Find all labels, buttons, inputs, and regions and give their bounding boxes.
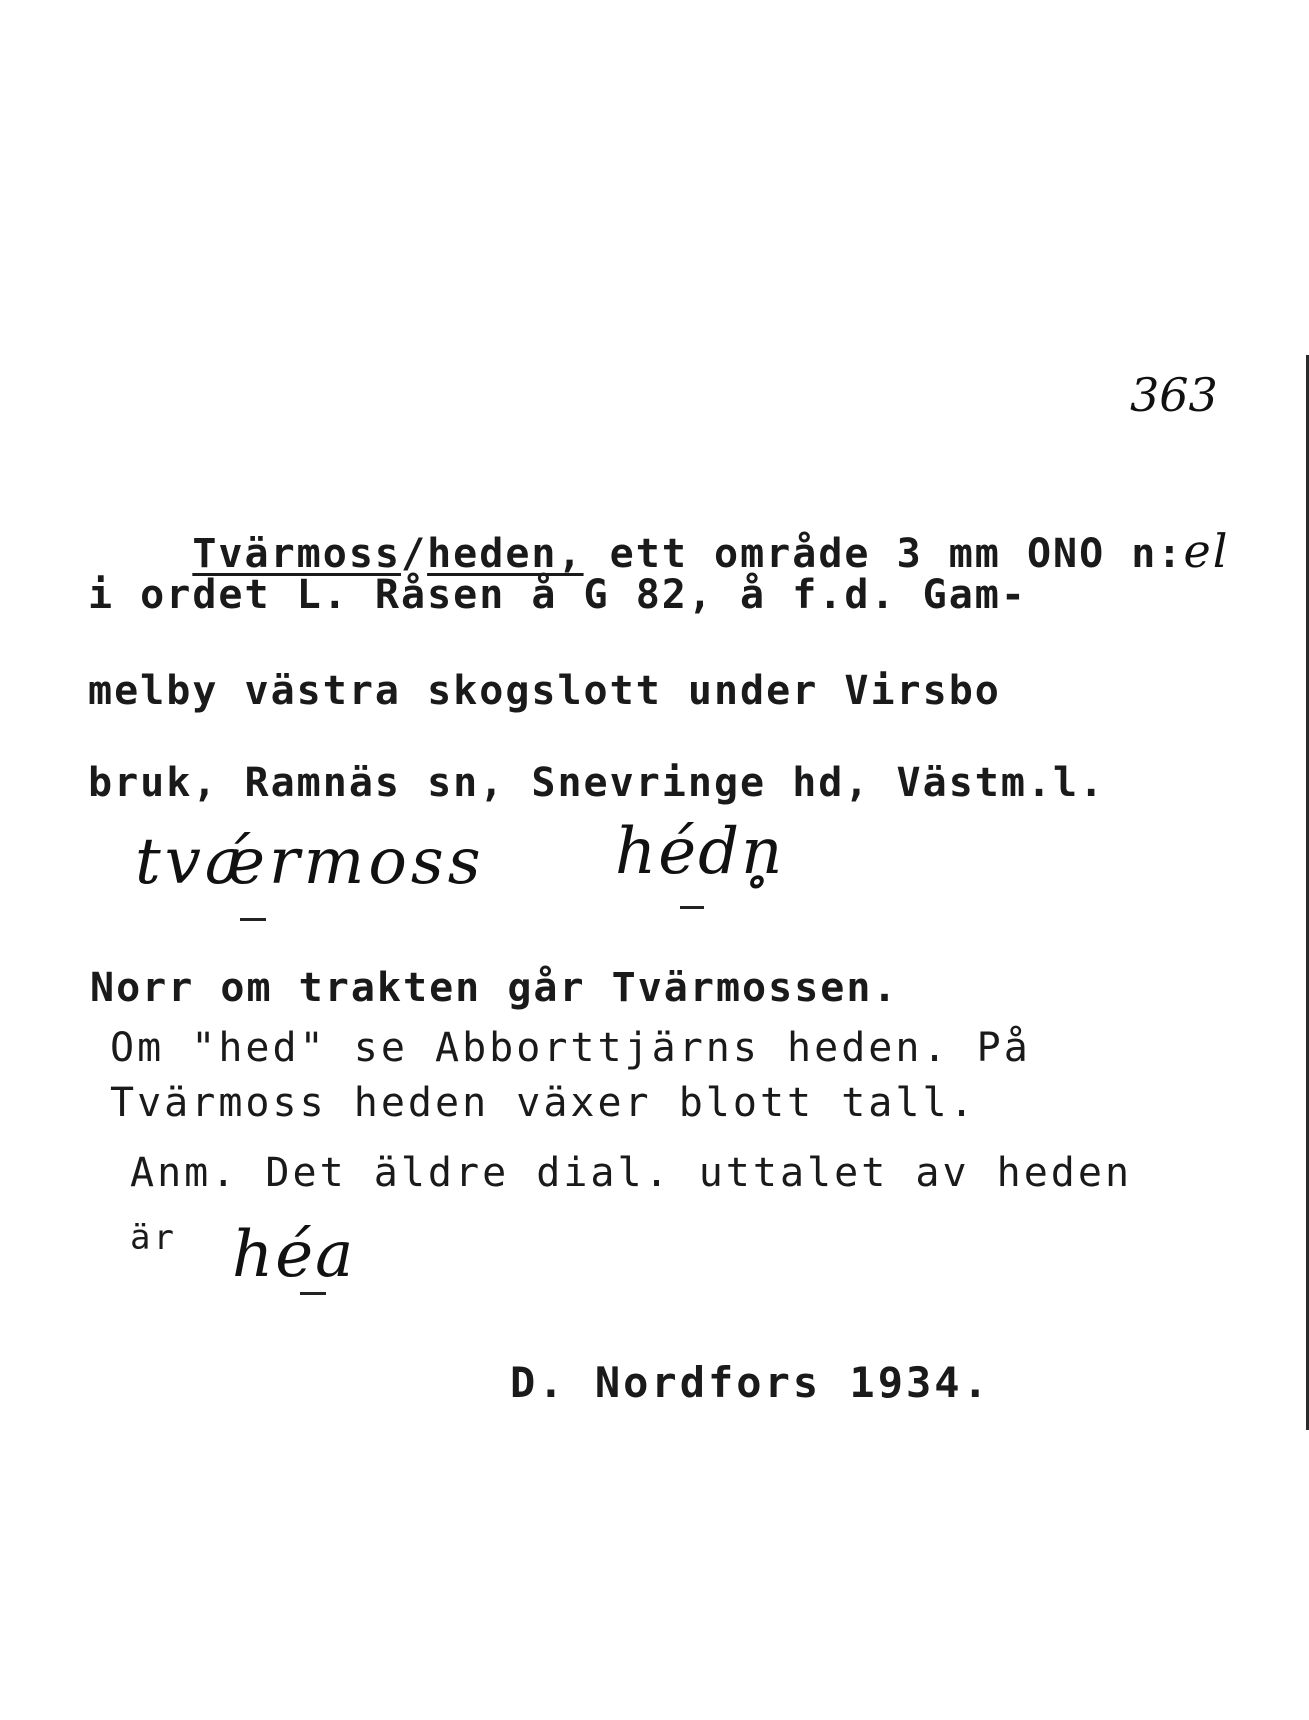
entry-line-6: Om "hed" se Abborttjärns heden. På (110, 1025, 1031, 1071)
entry-line-9-lead: är (130, 1218, 177, 1258)
entry-line-7: Tvärmoss heden växer blott tall. (110, 1080, 977, 1126)
entry-line-2: i ordet L. Råsen å G 82, å f.d. Gam- (88, 572, 1027, 618)
entry-line-5: Norr om trakten går Tvärmossen. (90, 965, 899, 1011)
signature-line: D. Nordfors 1934. (510, 1358, 991, 1407)
entry-line-1-text: ett område 3 mm ONO n: (583, 531, 1184, 577)
phonetic-transcription-3: héa (232, 1218, 356, 1292)
phonetic-transcription-1: tvǽrmoss (135, 825, 485, 899)
length-mark (680, 906, 704, 909)
card-number: 363 (1130, 368, 1218, 422)
length-mark (240, 918, 266, 921)
phonetic-transcription-2: hédn̥ (615, 815, 785, 889)
length-mark (300, 1292, 326, 1295)
entry-line-4: bruk, Ramnäs sn, Snevringe hd, Västm.l. (88, 760, 1106, 806)
entry-line-3: melby västra skogslott under Virsbo (88, 668, 1001, 714)
headword-divider: / (400, 531, 428, 577)
entry-line-8: Anm. Det äldre dial. uttalet av heden (130, 1150, 1133, 1196)
headword-part-2: heden, (427, 531, 584, 577)
handwritten-correction: el (1183, 524, 1230, 578)
headword-part-1: Tvärmoss (192, 531, 401, 577)
